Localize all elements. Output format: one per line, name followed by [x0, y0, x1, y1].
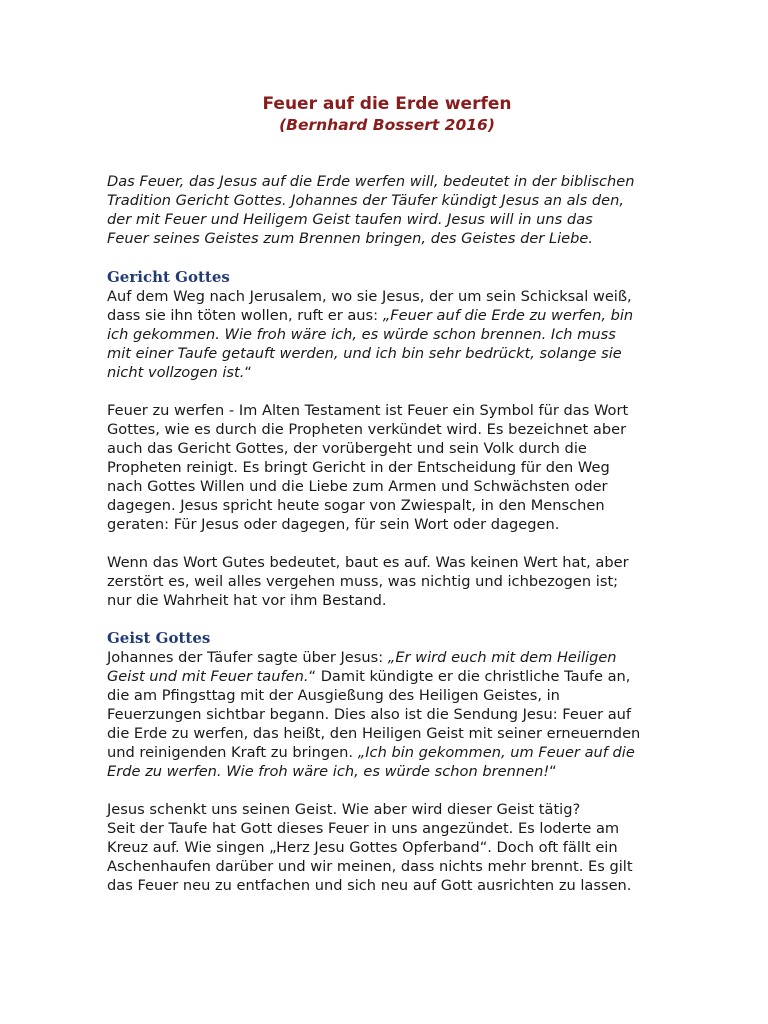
- text-line: Tradition Gericht Gottes. Johannes der Täufer kündigt Jesus an als den,: [107, 192, 624, 209]
- paragraph: [107, 800, 667, 895]
- text-line: Kreuz auf. Wie singen „Herz Jesu Gottes Opferband“. Doch oft fällt ein: [107, 839, 618, 856]
- text-line: dagegen. Jesus spricht heute sogar von Zwiespalt, in den Menschen: [107, 497, 605, 514]
- text-segment: “: [549, 763, 557, 780]
- quote-segment: „Er wird euch mit dem Heiligen: [387, 649, 617, 666]
- text-line: Wenn das Wort Gutes bedeutet, baut es auf. Was keinen Wert hat, aber: [107, 554, 629, 571]
- text-line: Feuer seines Geistes zum Brennen bringen, des Geistes der Liebe.: [107, 230, 593, 247]
- text-line: Auf dem Weg nach Jerusalem, wo sie Jesus, der um sein Schicksal weiß,: [107, 288, 632, 305]
- section-heading-geist: Geist Gottes: [107, 629, 211, 647]
- quote-segment: Geist und mit Feuer taufen.: [107, 668, 309, 685]
- text-line: Gottes, wie es durch die Propheten verkündet wird. Es bezeichnet aber: [107, 421, 627, 438]
- document-subtitle: (Bernhard Bossert 2016): [279, 116, 495, 134]
- text-line: Propheten reinigt. Es bringt Gericht in der Entscheidung für den Weg: [107, 459, 610, 476]
- text-line: Das Feuer, das Jesus auf die Erde werfen will, bedeutet in der biblischen: [107, 173, 635, 190]
- paragraph: [107, 287, 667, 382]
- text-line: auch das Gericht Gottes, der vorübergeht und sein Volk durch die: [107, 440, 587, 457]
- quote-segment: nicht vollzogen ist.: [107, 364, 245, 381]
- quote-segment: „Ich bin gekommen, um Feuer auf die: [357, 744, 635, 761]
- text-line: Jesus schenkt uns seinen Geist. Wie aber wird dieser Geist tätig?: [107, 801, 581, 818]
- text-line: [107, 344, 667, 363]
- quote-segment: ich gekommen. Wie froh wäre ich, es würde schon brennen. Ich muss: [107, 326, 616, 343]
- text-line: [107, 306, 667, 325]
- text-line: zerstört es, weil alles vergehen muss, was nichtig und ichbezogen ist;: [107, 573, 619, 590]
- quote-segment: Erde zu werfen. Wie froh wäre ich, es würde schon brennen!: [107, 763, 550, 780]
- text-line: das Feuer neu zu entfachen und sich neu auf Gott ausrichten zu lassen.: [107, 877, 632, 894]
- quote-segment: „Feuer auf die Erde zu werfen, bin: [382, 307, 634, 324]
- text-line: [107, 325, 667, 344]
- text-line: Aschenhaufen darüber und wir meinen, dass nichts mehr brennt. Es gilt: [107, 858, 633, 875]
- text-line: die Erde zu werfen, das heißt, den Heiligen Geist mit seiner erneuernden: [107, 725, 641, 742]
- text-line: Seit der Taufe hat Gott dieses Feuer in uns angezündet. Es loderte am: [107, 820, 620, 837]
- paragraph: [107, 401, 667, 534]
- text-line: der mit Feuer und Heiligem Geist taufen wird. Jesus will in uns das: [107, 211, 593, 228]
- text-segment: “: [244, 364, 252, 381]
- text-line: Feuer zu werfen - Im Alten Testament ist Feuer ein Symbol für das Wort: [107, 402, 629, 419]
- text-line: Feuerzungen sichtbar begann. Dies also ist die Sendung Jesu: Feuer auf: [107, 706, 632, 723]
- section-heading-gericht: Gericht Gottes: [107, 268, 230, 286]
- text-line: [107, 667, 667, 686]
- text-line: geraten: Für Jesus oder dagegen, für sein Wort oder dagegen.: [107, 516, 560, 533]
- text-segment: “ Damit kündigte er die christliche Taufe an,: [308, 668, 631, 685]
- text-line: [107, 743, 667, 762]
- text-line: nur die Wahrheit hat vor ihm Bestand.: [107, 592, 387, 609]
- text-line: [107, 762, 667, 781]
- text-line: [107, 363, 667, 382]
- quote-segment: mit einer Taufe getauft werden, und ich bin sehr bedrückt, solange sie: [107, 345, 622, 362]
- paragraph: [107, 648, 667, 781]
- text-segment: dass sie ihn töten wollen, ruft er aus:: [107, 307, 383, 324]
- text-line: [107, 648, 667, 667]
- text-line: nach Gottes Willen und die Liebe zum Armen und Schwächsten oder: [107, 478, 608, 495]
- text-line: die am Pfingsttag mit der Ausgießung des Heiligen Geistes, in: [107, 687, 560, 704]
- document-page: [107, 93, 667, 895]
- document-title: Feuer auf die Erde werfen: [262, 94, 512, 114]
- intro-paragraph: [107, 172, 667, 248]
- text-segment: Johannes der Täufer sagte über Jesus:: [107, 649, 388, 666]
- text-segment: und reinigenden Kraft zu bringen.: [107, 744, 358, 761]
- paragraph: [107, 553, 667, 610]
